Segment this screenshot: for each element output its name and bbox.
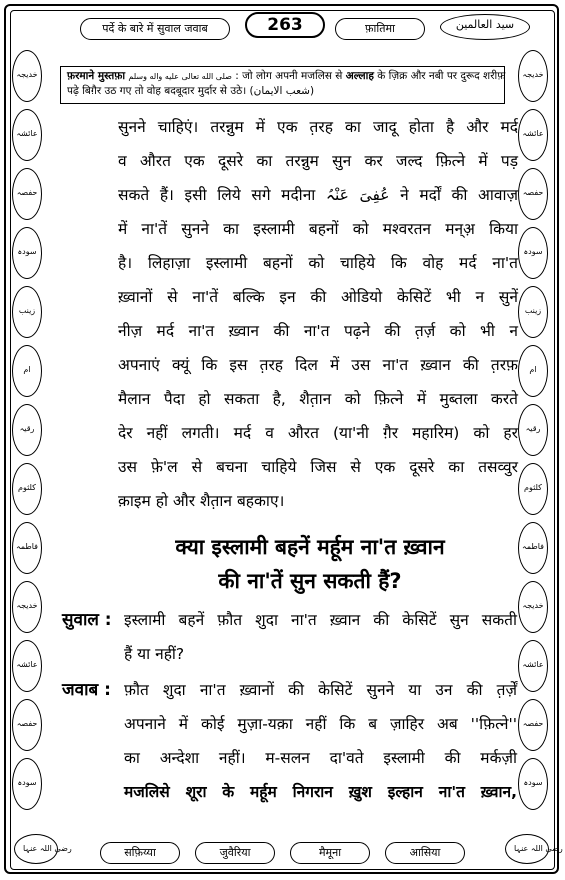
- footer-item: जुवैरिया: [195, 842, 275, 864]
- notice-text-1: : जो लोग अपनी मजलिस से: [235, 70, 343, 82]
- answer-line: का अन्देशा नहीं। म-सलन दा'वते इस्लामी की मर्कज़ी: [124, 749, 517, 767]
- side-decorative-oval: خدیجہ: [12, 50, 42, 102]
- footer-item: मैमूना: [290, 842, 370, 864]
- header-left-caption: पर्दे के बारे में सुवाल जवाब: [80, 18, 230, 40]
- side-decorative-oval: خدیجہ: [12, 581, 42, 633]
- notice-salawat: صلى الله تعالى عليه واله وسلم: [128, 72, 232, 81]
- paragraph-line: है। लिहाज़ा इस्लामी बहनों को चाहिये कि वोह मर्द ना'त: [118, 254, 518, 272]
- side-decorative-oval: عائشہ: [518, 109, 548, 161]
- side-decorative-oval: حفصہ: [518, 699, 548, 751]
- side-decorative-oval: حفصہ: [12, 699, 42, 751]
- side-decorative-oval: فاطمہ: [518, 522, 548, 574]
- side-decorative-oval: سودہ: [12, 227, 42, 279]
- answer-line: मजलिसे शूरा के मर्हूम निगरान ख़ुश इल्हान ना'त ख़्वान,: [124, 783, 517, 801]
- side-decorative-oval: زینب: [12, 286, 42, 338]
- side-decorative-oval: ام: [12, 345, 42, 397]
- answer-block: [62, 673, 517, 809]
- side-decorative-oval: عائشہ: [518, 640, 548, 692]
- answer-line: फ़ौत शुदा ना'त ख़्वानों की केसिटें सुनने या उन की त़र्ज़ें: [124, 681, 517, 699]
- question-line: हैं या नहीं?: [124, 645, 185, 663]
- side-decorative-oval: ام: [518, 345, 548, 397]
- section-heading: [110, 530, 510, 598]
- paragraph-line: व औरत एक दूसरे का तरन्नुम सुन कर जल्द फ़ित्ने में पड़: [118, 152, 518, 170]
- footer-right-seal: رضی اللہ عنہا: [505, 834, 549, 864]
- heading-line: की ना'तें सुन सकती हैं?: [218, 569, 402, 593]
- question-line: इस्लामी बहनें फ़ौत शुदा ना'त ख़्वान की केसिटें सुन सकती: [124, 611, 517, 629]
- side-decorative-oval: رقیہ: [12, 404, 42, 456]
- question-label: सुवाल :: [62, 610, 112, 630]
- paragraph-line: मैलान पैदा हो सकता है, शैत़ान को फ़ित्ने में मुब्तला करते: [118, 390, 518, 408]
- paragraph-line: क़ाइम हो और शैत़ान बहकाए।: [118, 492, 285, 510]
- answer-label: जवाब :: [62, 680, 111, 700]
- answer-line: अपनाने में कोई मुज़ा-यक़ा नहीं कि ब ज़ाहिर अब ''फ़ित्ने'': [124, 715, 517, 733]
- paragraph-line: देर नहीं लगती। मर्द व औरत (या'नी ग़ैर महारिम) को हर: [118, 424, 518, 442]
- side-decorative-oval: خدیجہ: [518, 50, 548, 102]
- side-decorative-oval: کلثوم: [12, 463, 42, 515]
- side-decorative-oval: حفصہ: [12, 168, 42, 220]
- paragraph-line: सुनने चाहिएं। तरन्नुम में एक त़रह का जादू होता है और मर्द: [118, 118, 518, 136]
- notice-allah: अल्लाह: [345, 70, 374, 82]
- header-right-caption: फ़ातिमा: [335, 18, 425, 40]
- main-paragraph: [118, 110, 518, 518]
- page-footer: [0, 842, 565, 866]
- side-decorative-oval: عائشہ: [12, 640, 42, 692]
- side-decorative-oval: زینب: [518, 286, 548, 338]
- side-decorative-oval: رقیہ: [518, 404, 548, 456]
- heading-line: क्या इस्लामी बहनें मर्हूम ना'त ख़्वान: [175, 535, 445, 559]
- paragraph-line: में ना'तें सुनने का इस्लामी बहनों को मश्वरतन मन्अ़ किया: [118, 220, 518, 238]
- header-right-seal: سید العالمین: [440, 14, 530, 40]
- paragraph-line: सकते हैं। इसी लिये सगे मदीना عُفِیَ عَنْہُ ने मर्दों की आवाज़: [118, 186, 518, 204]
- paragraph-line: उस फ़े'ल से बचना चाहिये जिस से एक दूसरे का तसव्वुर: [118, 458, 518, 476]
- paragraph-line: ख़्वानों से ना'तें बल्कि इन की ओडियो केसिटें भी न सुनें: [118, 288, 518, 306]
- hadith-notice-box: [60, 66, 505, 104]
- notice-text-2: के ज़िक्र और नबी पर दुरूद शरीफ़: [377, 70, 506, 82]
- notice-label: फ़रमाने मुस्तफ़ा: [67, 70, 126, 82]
- side-decorative-oval: فاطمہ: [12, 522, 42, 574]
- side-decorative-oval: سودہ: [12, 758, 42, 810]
- side-decorative-oval: عائشہ: [12, 109, 42, 161]
- page-number: 263: [245, 12, 325, 38]
- side-decorative-oval: خدیجہ: [518, 581, 548, 633]
- side-decorative-oval: کلثوم: [518, 463, 548, 515]
- question-block: [62, 603, 517, 671]
- side-decorative-oval: سودہ: [518, 227, 548, 279]
- footer-item: सफ़िय्या: [100, 842, 180, 864]
- notice-line-2: पढ़े बिग़ैर उठ गए तो वोह बदबूदार मुर्दार से उठे। (شعب الایمان): [67, 85, 315, 97]
- side-decorative-oval: سودہ: [518, 758, 548, 810]
- footer-item: आसिया: [385, 842, 465, 864]
- side-decorative-oval: حفصہ: [518, 168, 548, 220]
- footer-left-seal: رضی اللہ عنہا: [14, 834, 58, 864]
- paragraph-line: अपनाएं क्यूं कि इस त़रह दिल में उस ना'त ख़्वान की त़रफ़: [118, 356, 518, 374]
- paragraph-line: नीज़ मर्द ना'त ख़्वान की ना'त पढ़ने की त़र्ज़ को भी न: [118, 322, 518, 340]
